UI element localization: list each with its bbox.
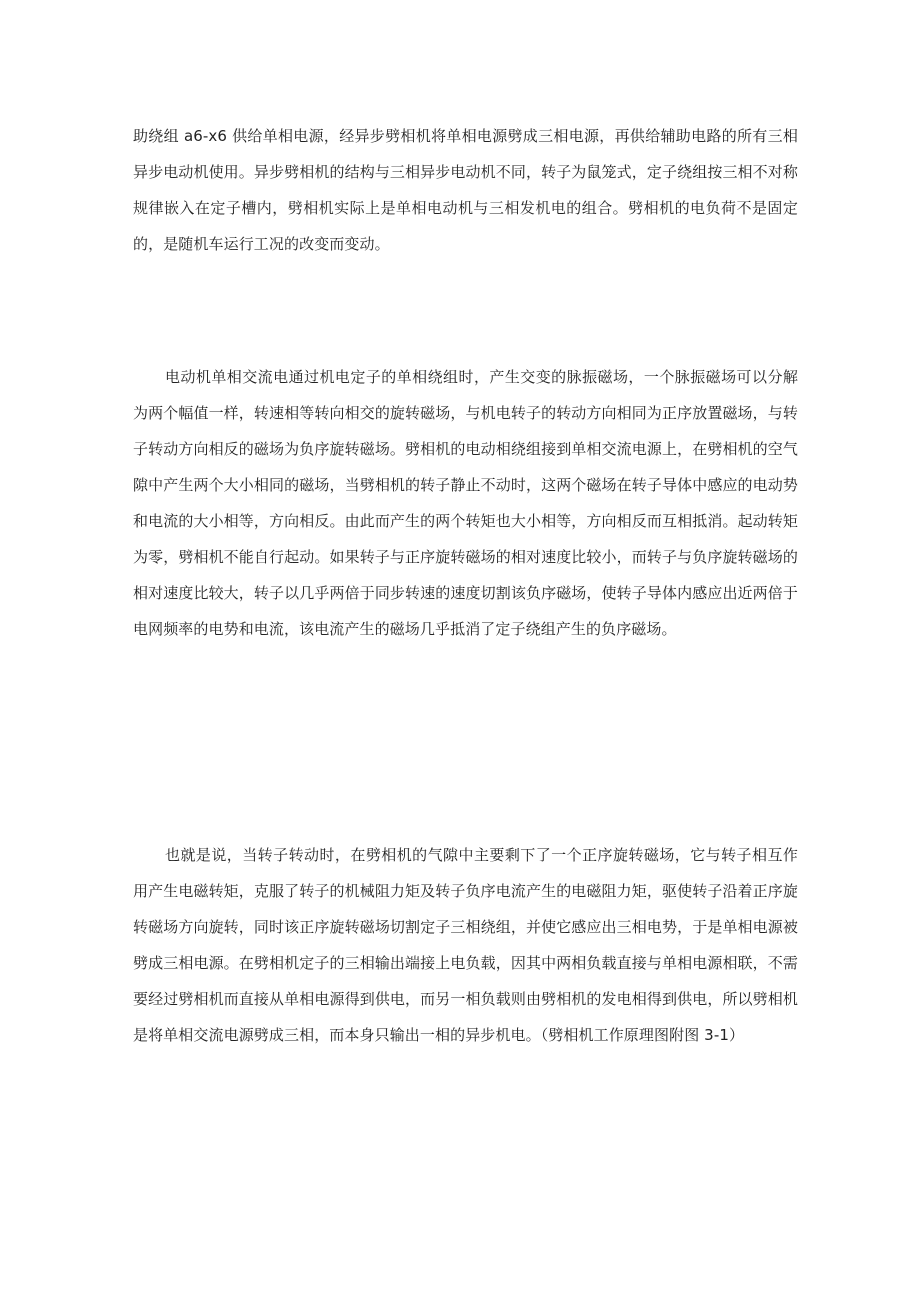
paragraph-rotor-rotation: 也就是说，当转子转动时，在劈相机的气隙中主要剩下了一个正序旋转磁场，它与转子相互作用产生电磁转矩，克服了转子的机械阻力矩及转子负序电流产生的电磁阻力矩，驱使转子沿着正序旋转磁场方向旋转，同时该正序旋转磁场切割定子三相绕组，并使它感应出三相电势，于是单相电源被劈成三相电源。在劈相机定子的三相输出端接上电负载，因其中两相负载直接与单相电源相联，不需要经过劈相机而直接从单相电源得到供电，而另一相负载则由劈相机的发电相得到供电，所以劈相机是将单相交流电源劈成三相，而本身只输出一相的异步机电。（劈相机工作原理图附图 3-1） <box>133 846 798 1044</box>
paragraph-continuation: 助绕组 a6-x6 供给单相电源，经异步劈相机将单相电源劈成三相电源，再供给辅助电路的所有三相异步电动机使用。异步劈相机的结构与三相异步电动机不同，转子为鼠笼式，定子绕组按三相不对称规律嵌入在定子槽内，劈相机实际上是单相电动机与三相发机电的组合。劈相机的电负荷不是固定的，是随机车运行工况的改变而变动。 <box>133 127 798 253</box>
paragraph-single-phase-field: 电动机单相交流电通过机电定子的单相绕组时，产生交变的脉振磁场，一个脉振磁场可以分解为两个幅值一样，转速相等转向相交的旋转磁场，与机电转子的转动方向相同为正序放置磁场，与转子转动方向相反的磁场为负序旋转磁场。劈相机的电动相绕组接到单相交流电源上，在劈相机的空气隙中产生两个大小相同的磁场，当劈相机的转子静止不动时，这两个磁场在转子导体中感应的电动势和电流的大小相等，方向相反。由此而产生的两个转矩也大小相等，方向相反而互相抵消。起动转矩为零，劈相机不能自行起动。如果转子与正序旋转磁场的相对速度比较小，而转子与负序旋转磁场的相对速度比较大，转子以几乎两倍于同步转速的速度切割该负序磁场，使转子导体内感应出近两倍于电网频率的电势和电流，该电流产生的磁场几乎抵消了定子绕组产生的负序磁场。 <box>133 368 798 638</box>
